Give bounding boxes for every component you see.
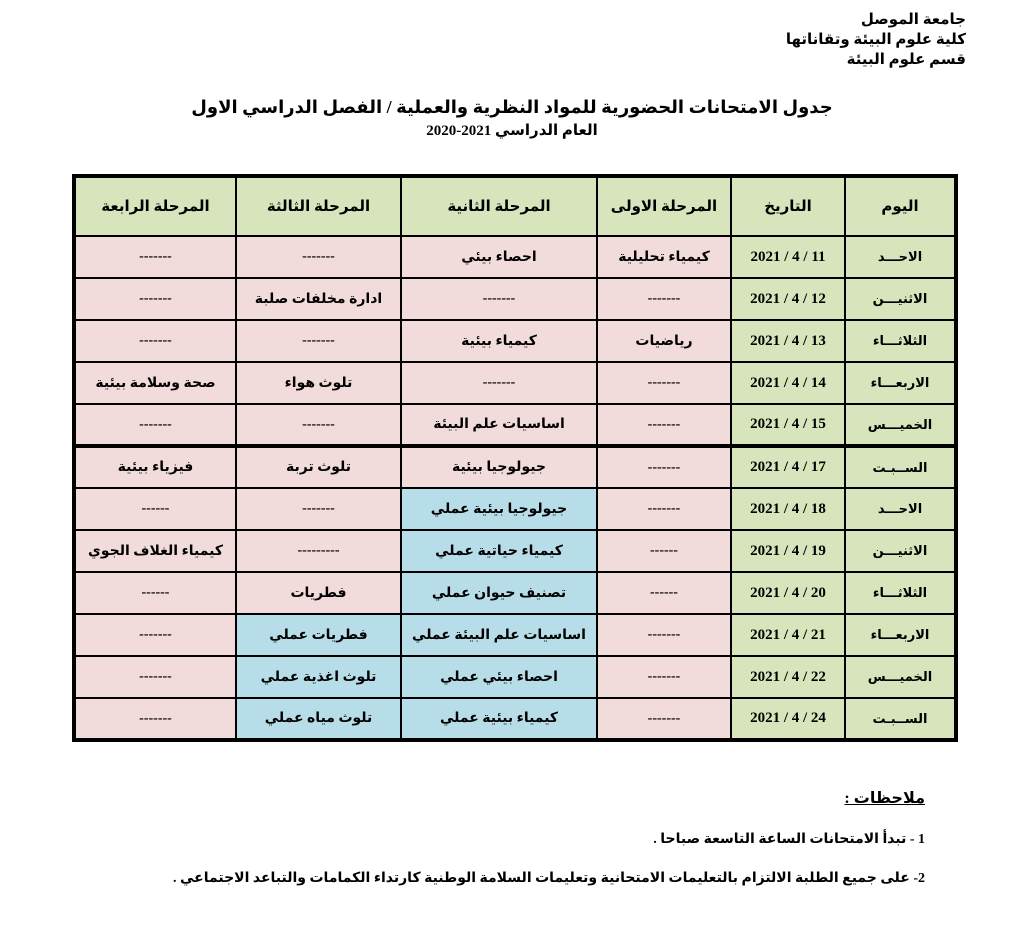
exam-cell-stage1: ------- xyxy=(597,698,731,740)
date-cell: 2021 / 4 / 22 xyxy=(731,656,845,698)
note-item-2: 2- على جميع الطلبة الالتزام بالتعليمات الامتحانية وتعليمات السلامة الوطنية كارتداء الكمامات والتباعد الاجتماعي . xyxy=(173,871,925,886)
exam-cell-stage3: ادارة مخلفات صلبة xyxy=(236,278,401,320)
column-header-stage3: المرحلة الثالثة xyxy=(236,176,401,236)
exam-cell-stage2: جيولوجيا بيئية عملي xyxy=(401,488,597,530)
exam-cell-stage1: ------ xyxy=(597,572,731,614)
document-title: جدول الامتحانات الحضورية للمواد النظرية والعملية / الفصل الدراسي الاول xyxy=(191,97,833,117)
schedule-row xyxy=(74,236,956,278)
note-item-1: 1 - تبدأ الامتحانات الساعة التاسعة صباحا . xyxy=(653,832,925,847)
exam-cell-stage2: كيمياء حياتية عملي xyxy=(401,530,597,572)
day-cell: الخميـــس xyxy=(845,404,956,446)
exam-cell-stage2: اساسيات علم البيئة xyxy=(401,404,597,446)
column-header-stage2: المرحلة الثانية xyxy=(401,176,597,236)
date-cell: 2021 / 4 / 12 xyxy=(731,278,845,320)
exam-cell-stage2: احصاء بيئي عملي xyxy=(401,656,597,698)
day-cell: الاربعـــاء xyxy=(845,362,956,404)
date-cell: 2021 / 4 / 11 xyxy=(731,236,845,278)
day-cell: الســبـت xyxy=(845,446,956,488)
exam-cell-stage4: ------- xyxy=(74,698,236,740)
exam-cell-stage1: ------- xyxy=(597,488,731,530)
schedule-row xyxy=(74,362,956,404)
exam-cell-stage2: ------- xyxy=(401,278,597,320)
schedule-row xyxy=(74,320,956,362)
schedule-row xyxy=(74,572,956,614)
university-name: جامعة الموصل xyxy=(860,12,966,28)
exam-cell-stage3: تلوث مياه عملي xyxy=(236,698,401,740)
date-cell: 2021 / 4 / 21 xyxy=(731,614,845,656)
exam-cell-stage3: تلوث اغذية عملي xyxy=(236,656,401,698)
exam-cell-stage1: ------- xyxy=(597,656,731,698)
day-cell: الاحـــد xyxy=(845,236,956,278)
column-header-date: التاريخ xyxy=(731,176,845,236)
exam-cell-stage1: ------ xyxy=(597,530,731,572)
exam-cell-stage1: ------- xyxy=(597,614,731,656)
date-cell: 2021 / 4 / 17 xyxy=(731,446,845,488)
exam-cell-stage4: ------- xyxy=(74,320,236,362)
exam-cell-stage4: ------ xyxy=(74,488,236,530)
day-cell: الثلاثـــاء xyxy=(845,320,956,362)
column-header-stage1: المرحلة الاولى xyxy=(597,176,731,236)
day-cell: الثلاثـــاء xyxy=(845,572,956,614)
schedule-row xyxy=(74,404,956,446)
notes-section xyxy=(0,788,1024,888)
day-cell: الاثنيـــن xyxy=(845,278,956,320)
notes-heading: ملاحظات : xyxy=(844,790,925,807)
schedule-row xyxy=(74,488,956,530)
exam-cell-stage2: اساسيات علم البيئة عملي xyxy=(401,614,597,656)
day-cell: الســبـت xyxy=(845,698,956,740)
exam-cell-stage1: كيمياء تحليلية xyxy=(597,236,731,278)
exam-cell-stage4: ------- xyxy=(74,278,236,320)
day-cell: الاحـــد xyxy=(845,488,956,530)
exam-cell-stage3: ------- xyxy=(236,488,401,530)
date-cell: 2021 / 4 / 19 xyxy=(731,530,845,572)
college-name: كلية علوم البيئة وتقاناتها xyxy=(785,32,966,48)
exam-cell-stage2: جيولوجيا بيئية xyxy=(401,446,597,488)
exam-cell-stage3: --------- xyxy=(236,530,401,572)
exam-cell-stage4: كيمياء الغلاف الجوي xyxy=(74,530,236,572)
department-name: قسم علوم البيئة xyxy=(846,52,966,68)
exam-cell-stage2: احصاء بيئي xyxy=(401,236,597,278)
date-cell: 2021 / 4 / 24 xyxy=(731,698,845,740)
day-cell: الاثنيـــن xyxy=(845,530,956,572)
schedule-row xyxy=(74,278,956,320)
date-cell: 2021 / 4 / 15 xyxy=(731,404,845,446)
exam-cell-stage1: ------- xyxy=(597,278,731,320)
column-header-day: اليوم xyxy=(845,176,956,236)
date-cell: 2021 / 4 / 13 xyxy=(731,320,845,362)
date-cell: 2021 / 4 / 14 xyxy=(731,362,845,404)
schedule-row xyxy=(74,614,956,656)
exam-cell-stage3: فطريات xyxy=(236,572,401,614)
exam-cell-stage3: ------- xyxy=(236,320,401,362)
date-cell: 2021 / 4 / 20 xyxy=(731,572,845,614)
exam-cell-stage4: ------ xyxy=(74,572,236,614)
date-cell: 2021 / 4 / 18 xyxy=(731,488,845,530)
exam-schedule-table xyxy=(72,174,958,742)
academic-year-subtitle: العام الدراسي 2021-2020 xyxy=(426,123,598,139)
exam-cell-stage3: فطريات عملي xyxy=(236,614,401,656)
schedule-row xyxy=(74,656,956,698)
exam-cell-stage3: ------- xyxy=(236,404,401,446)
exam-cell-stage1: رياضيات xyxy=(597,320,731,362)
exam-cell-stage4: صحة وسلامة بيئية xyxy=(74,362,236,404)
exam-cell-stage4: ------- xyxy=(74,614,236,656)
exam-cell-stage1: ------- xyxy=(597,362,731,404)
exam-cell-stage4: ------- xyxy=(74,656,236,698)
exam-cell-stage2: كيمياء بيئية xyxy=(401,320,597,362)
exam-cell-stage4: ------- xyxy=(74,404,236,446)
day-cell: الاربعـــاء xyxy=(845,614,956,656)
exam-cell-stage1: ------- xyxy=(597,404,731,446)
schedule-row xyxy=(74,446,956,488)
exam-cell-stage2: كيمياء بيئية عملي xyxy=(401,698,597,740)
exam-cell-stage1: ------- xyxy=(597,446,731,488)
letterhead xyxy=(0,0,1024,70)
exam-cell-stage2: تصنيف حيوان عملي xyxy=(401,572,597,614)
exam-cell-stage4: ------- xyxy=(74,236,236,278)
exam-cell-stage3: ------- xyxy=(236,236,401,278)
exam-cell-stage2: ------- xyxy=(401,362,597,404)
schedule-row xyxy=(74,530,956,572)
day-cell: الخميـــس xyxy=(845,656,956,698)
exam-cell-stage3: تلوث تربة xyxy=(236,446,401,488)
exam-cell-stage3: تلوث هواء xyxy=(236,362,401,404)
schedule-row xyxy=(74,698,956,740)
exam-cell-stage4: فيزياء بيئية xyxy=(74,446,236,488)
table-header-row xyxy=(74,176,956,236)
column-header-stage4: المرحلة الرابعة xyxy=(74,176,236,236)
